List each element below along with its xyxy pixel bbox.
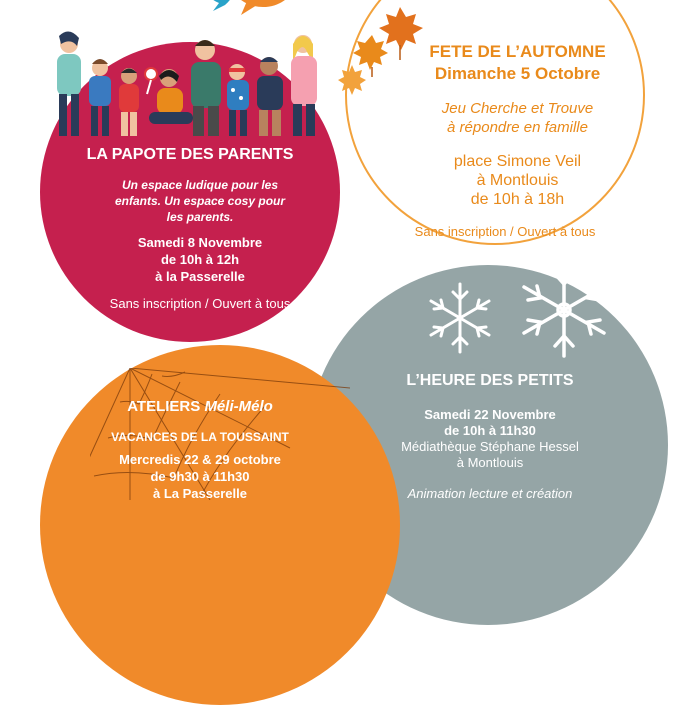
autumn-note: Sans inscription / Ouvert à tous: [414, 224, 596, 239]
papote-description-line: les parents.: [166, 210, 234, 224]
papote-place: à la Passerelle: [155, 269, 245, 284]
autumn-activity-line: Jeu Cherche et Trouve: [441, 100, 594, 117]
papote-time: de 10h à 12h: [160, 252, 240, 267]
autumn-activity-line: à répondre en famille: [447, 119, 588, 136]
autumn-date: Dimanche 5 Octobre: [434, 64, 601, 83]
snowflake-icon: [512, 258, 616, 362]
ateliers-place: à La Passerelle: [153, 486, 247, 501]
papote-description-line: Un espace ludique pour les: [121, 178, 279, 192]
petits-title: L’HEURE DES PETITS: [406, 372, 574, 389]
papote-title: LA PAPOTE DES PARENTS: [86, 146, 294, 163]
family-illustration: [45, 28, 325, 140]
snowflake-icon: [420, 278, 500, 358]
autumn-time-line: de 10h à 18h: [470, 191, 565, 208]
autumn-place-line: place Simone Veil: [453, 153, 582, 170]
ateliers-time: de 9h30 à 11h30: [150, 469, 250, 484]
papote-date: Samedi 8 Novembre: [137, 235, 263, 250]
ateliers-date: Mercredis 22 & 29 octobre: [119, 452, 281, 467]
ateliers-title: ATELIERS Méli-Mélo: [127, 398, 273, 415]
petits-time: de 10h à 11h30: [444, 423, 536, 438]
autumn-title: FETE DE L’AUTOMNE: [429, 42, 606, 61]
papote-note: Sans inscription / Ouvert à tous: [109, 296, 291, 311]
ateliers-subtitle: VACANCES DE LA TOUSSAINT: [111, 430, 289, 444]
petits-place-line: à Montlouis: [456, 455, 524, 470]
autumn-place-line: à Montlouis: [476, 172, 559, 189]
papote-description-line: enfants. Un espace cosy pour: [114, 194, 286, 208]
petits-activity: Animation lecture et création: [407, 486, 573, 501]
petits-date: Samedi 22 Novembre: [424, 407, 556, 422]
petits-place-line: Médiathèque Stéphane Hessel: [401, 439, 579, 454]
